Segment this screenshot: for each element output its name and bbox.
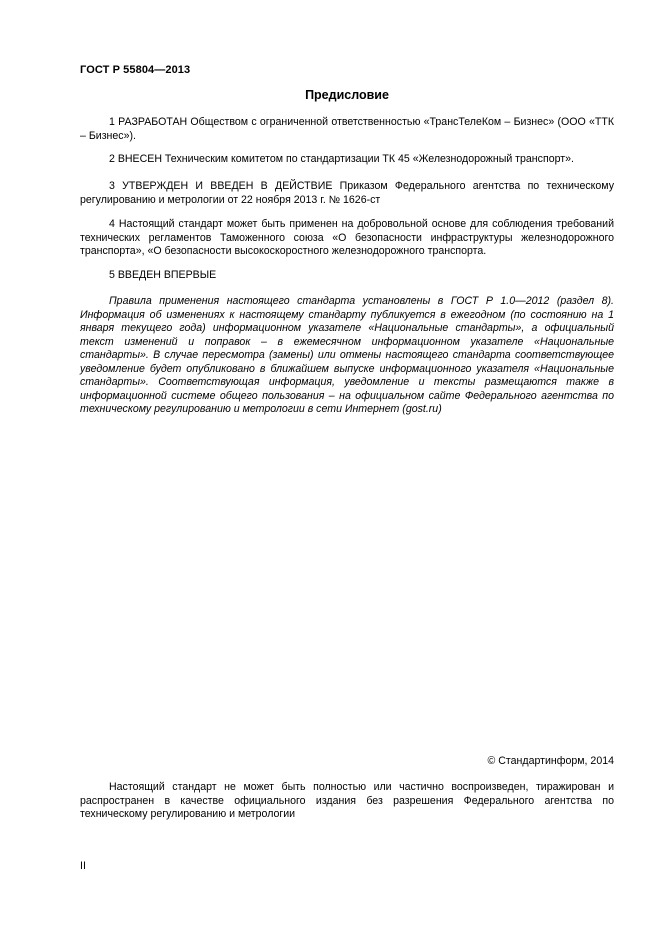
page-number: II [80,860,86,872]
document-code: ГОСТ Р 55804—2013 [80,64,191,76]
preface-note: Правила применения настоящего стандарта установлены в ГОСТ Р 1.0—2012 (раздел 8). Информация об изменениях к настоящему стандарту публикуется в ежегодном (по состоянию на 1 января текущего года) информационном указателе «Национальные стандарты», а официальный текст изменений и поправок – в ежемесячном информационном указателе «Национальные стандарты». В случае пересмотра (замены) или отмены настоящего стандарта соответствующее уведомление будет опубликовано в ближайшем выпуске информационного указателя «Национальные стандарты». Соответствующая информация, уведомление и тексты размещаются также в информационной системе общего пользования – на официальном сайте Федерального агентства по техническому регулированию и метрологии в сети Интернет (gost.ru) [80,295,614,415]
legal-notice: Настоящий стандарт не может быть полностью или частично воспроизведен, тиражирован и распространен в качестве официального издания без разрешения Федерального агентства по техническому регулированию и метрологии [80,781,614,821]
preface-item-developed: 1 РАЗРАБОТАН Обществом с ограниченной ответственностью «ТрансТелеКом – Бизнес» (ООО «ТТК – Бизнес»). [80,116,614,142]
copyright-notice: © Стандартинформ, 2014 [487,755,614,767]
preface-item-introduced: 5 ВВЕДЕН ВПЕРВЫЕ [109,269,217,281]
preface-item-applicability: 4 Настоящий стандарт может быть применен на добровольной основе для соблюдения требований технических регламентов Таможенного союза «О безопасности инфраструктуры железнодорожного транспорта», «О безопасности высокоскоростного железнодорожного транспорта. [80,218,614,258]
section-title: Предисловие [305,88,389,102]
preface-item-submitted: 2 ВНЕСЕН Техническим комитетом по стандартизации ТК 45 «Железнодорожный транспорт». [109,153,574,165]
preface-item-approved: 3 УТВЕРЖДЕН И ВВЕДЕН В ДЕЙСТВИЕ Приказом Федерального агентства по техническому регулированию и метрологии от 22 ноября 2013 г. № 1626-ст [80,180,614,206]
